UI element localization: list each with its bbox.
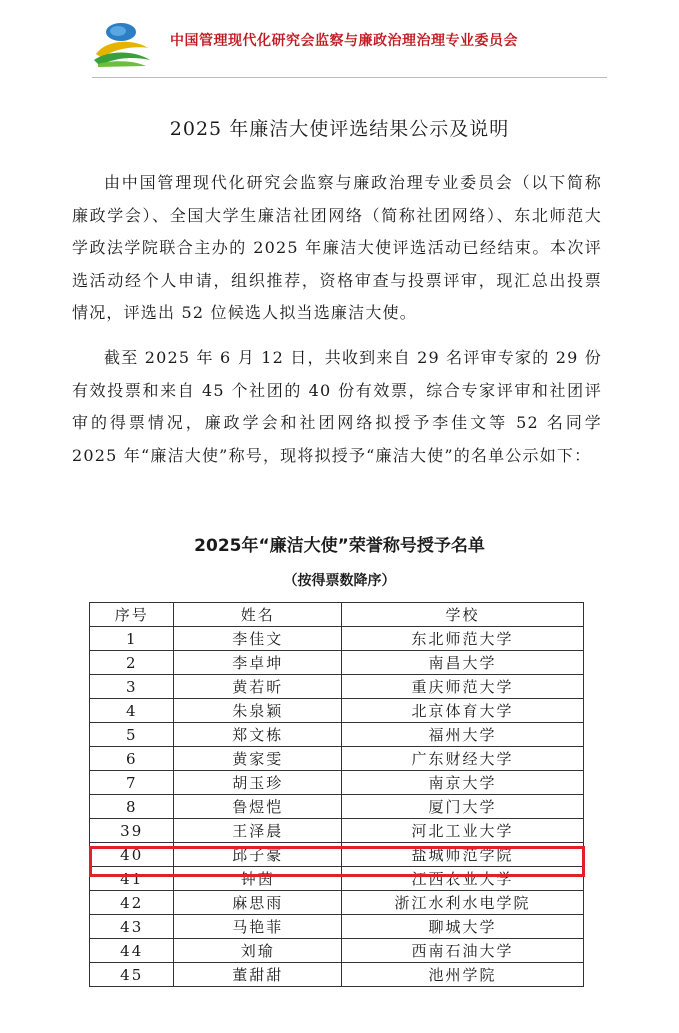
results-paragraph: 截至 2025 年 6 月 12 日，共收到来自 29 名评审专家的 29 份有效投票和来自 45 个社团的 40 份有效票，综合专家评审和社团评审的得票情况，廉政学会和社团网络拟授予李佳文等 52 名同学 2025 年“廉洁大使”称号，现将拟授予“廉洁大使”的名单公示如下： [72, 348, 602, 465]
cell-number: 43 [90, 915, 174, 939]
cell-name: 董甜甜 [174, 963, 342, 987]
header-divider [92, 77, 607, 78]
table-row [90, 675, 584, 699]
cell-school: 南昌大学 [342, 651, 584, 675]
cell-school: 福州大学 [342, 723, 584, 747]
cell-number: 1 [90, 627, 174, 651]
cell-name: 胡玉珍 [174, 771, 342, 795]
cell-school: 南京大学 [342, 771, 584, 795]
cell-name: 李卓坤 [174, 651, 342, 675]
table-row [90, 723, 584, 747]
header-name: 姓名 [174, 603, 342, 627]
intro-paragraph: 由中国管理现代化研究会监察与廉政治理专业委员会（以下简称廉政学会）、全国大学生廉洁社团网络（简称社团网络）、东北师范大学政法学院联合主办的 2025 年廉洁大使评选活动已经结束。本次评选活动经个人申请，组织推荐，资格审查与投票评审，现汇总出投票情况，评选出 52 位候选人拟当选廉洁大使。 [72, 173, 602, 322]
cell-number: 42 [90, 891, 174, 915]
table-row [90, 699, 584, 723]
cell-name: 马艳菲 [174, 915, 342, 939]
cell-number: 6 [90, 747, 174, 771]
cell-name: 麻思雨 [174, 891, 342, 915]
cell-number: 39 [90, 819, 174, 843]
cell-name: 朱泉颖 [174, 699, 342, 723]
cell-school: 西南石油大学 [342, 939, 584, 963]
header-number: 序号 [90, 603, 174, 627]
table-row [90, 771, 584, 795]
cell-number: 41 [90, 867, 174, 891]
cell-school: 东北师范大学 [342, 627, 584, 651]
table-row [90, 795, 584, 819]
cell-number: 45 [90, 963, 174, 987]
cell-school: 盐城师范学院 [342, 843, 584, 867]
cell-number: 4 [90, 699, 174, 723]
cell-number: 2 [90, 651, 174, 675]
table-row [90, 963, 584, 987]
table-row [90, 651, 584, 675]
table-header-row [90, 603, 584, 627]
table-row [90, 915, 584, 939]
cell-number: 8 [90, 795, 174, 819]
cell-school: 江西农业大学 [342, 867, 584, 891]
table-title: 2025年“廉洁大使”荣誉称号授予名单 [194, 536, 485, 556]
cell-name: 王泽晨 [174, 819, 342, 843]
cell-school: 广东财经大学 [342, 747, 584, 771]
header-school: 学校 [342, 603, 584, 627]
cell-school: 重庆师范大学 [342, 675, 584, 699]
table-row [90, 819, 584, 843]
cell-name: 郑文栋 [174, 723, 342, 747]
cell-school: 聊城大学 [342, 915, 584, 939]
cell-number: 44 [90, 939, 174, 963]
cell-name: 鲁煜恺 [174, 795, 342, 819]
organization-logo [92, 20, 150, 68]
cell-name: 黄若昕 [174, 675, 342, 699]
cell-school: 浙江水利水电学院 [342, 891, 584, 915]
organization-name: 中国管理现代化研究会监察与廉政治理治理专业委员会 [170, 33, 518, 49]
cell-name: 邱子豪 [174, 843, 342, 867]
cell-number: 40 [90, 843, 174, 867]
table-row [90, 747, 584, 771]
cell-name: 钟茵 [174, 867, 342, 891]
table-row [90, 891, 584, 915]
cell-name: 刘瑜 [174, 939, 342, 963]
cell-number: 5 [90, 723, 174, 747]
table-row [90, 627, 584, 651]
cell-school: 厦门大学 [342, 795, 584, 819]
letterhead [0, 0, 679, 80]
cell-name: 李佳文 [174, 627, 342, 651]
roster-body [90, 627, 584, 987]
ambassador-roster-table [89, 602, 584, 987]
document-title: 2025 年廉洁大使评选结果公示及说明 [169, 118, 510, 140]
table-subtitle: （按得票数降序） [283, 573, 396, 589]
cell-school: 北京体育大学 [342, 699, 584, 723]
highlight-box [89, 846, 585, 877]
cell-name: 黄家雯 [174, 747, 342, 771]
table-row [90, 939, 584, 963]
cell-school: 河北工业大学 [342, 819, 584, 843]
cell-number: 7 [90, 771, 174, 795]
cell-school: 池州学院 [342, 963, 584, 987]
cell-number: 3 [90, 675, 174, 699]
